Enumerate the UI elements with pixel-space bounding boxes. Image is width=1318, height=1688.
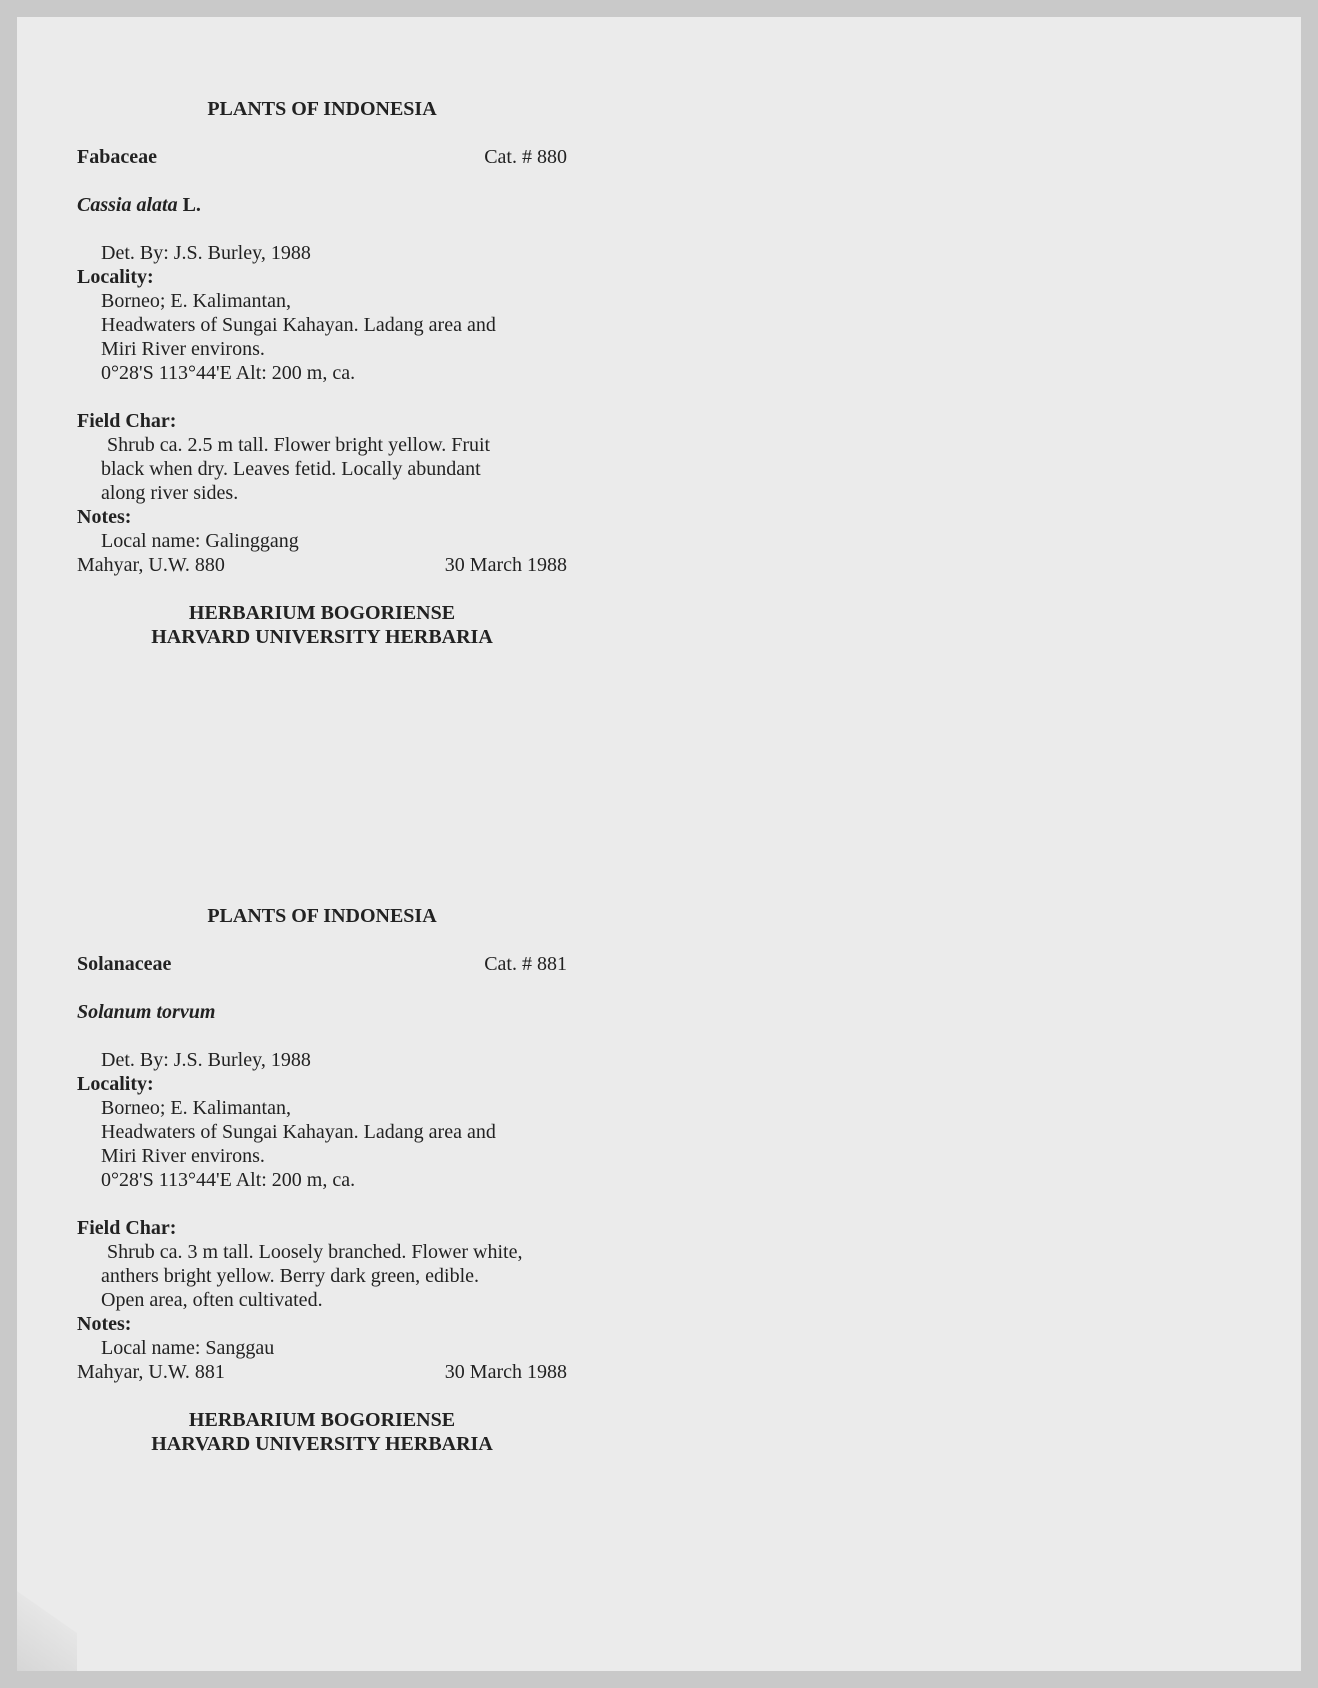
field-char-line: anthers bright yellow. Berry dark green, edible. xyxy=(101,1265,480,1287)
determiner: Det. By: J.S. Burley, 1988 xyxy=(101,1049,311,1071)
field-char-line: black when dry. Leaves fetid. Locally abundant xyxy=(101,458,481,480)
locality-line: Miri River environs. xyxy=(101,338,265,360)
locality-line: Headwaters of Sungai Kahayan. Ladang area and xyxy=(101,1121,496,1143)
locality-line: 0°28'S 113°44'E Alt: 200 m, ca. xyxy=(101,362,356,384)
family-row xyxy=(77,952,567,976)
locality-heading: Locality: xyxy=(77,266,154,288)
species-author: L. xyxy=(182,194,201,216)
herbarium-sheet xyxy=(17,17,1301,1671)
field-char-heading: Field Char: xyxy=(77,1217,177,1239)
family-name: Fabaceae xyxy=(77,146,157,168)
collector: Mahyar, U.W. 881 xyxy=(77,1361,225,1383)
specimen-label-880 xyxy=(77,97,567,649)
locality-line: Borneo; E. Kalimantan, xyxy=(101,290,291,312)
field-char-heading: Field Char: xyxy=(77,410,177,432)
species-row xyxy=(77,193,567,217)
locality-line: Borneo; E. Kalimantan, xyxy=(101,1097,291,1119)
collection-date: 30 March 1988 xyxy=(444,1361,567,1383)
field-char-line: Shrub ca. 2.5 m tall. Flower bright yellow. Fruit xyxy=(107,434,491,456)
field-char-line: Open area, often cultivated. xyxy=(101,1289,323,1311)
notes-heading: Notes: xyxy=(77,506,132,528)
footer-line: HARVARD UNIVERSITY HERBARIA xyxy=(151,1433,493,1455)
label-header: PLANTS OF INDONESIA xyxy=(207,905,437,927)
collector-row xyxy=(77,553,567,577)
collector: Mahyar, U.W. 880 xyxy=(77,554,225,576)
notes-heading: Notes: xyxy=(77,1313,132,1335)
locality-heading: Locality: xyxy=(77,1073,154,1095)
collection-date: 30 March 1988 xyxy=(444,554,567,576)
notes-line: Local name: Sanggau xyxy=(101,1337,275,1359)
field-char-line: Shrub ca. 3 m tall. Loosely branched. Flower white, xyxy=(107,1241,523,1263)
field-char-line: along river sides. xyxy=(101,482,239,504)
species-name: Solanum torvum xyxy=(77,1001,216,1023)
footer-line: HARVARD UNIVERSITY HERBARIA xyxy=(151,626,493,648)
locality-line: Miri River environs. xyxy=(101,1145,265,1167)
footer-line: HERBARIUM BOGORIENSE xyxy=(188,1409,456,1431)
specimen-label-881 xyxy=(77,904,567,1456)
catalog-number: Cat. # 881 xyxy=(484,953,567,975)
label-header: PLANTS OF INDONESIA xyxy=(207,98,437,120)
family-name: Solanaceae xyxy=(77,953,172,975)
locality-line: Headwaters of Sungai Kahayan. Ladang area and xyxy=(101,314,496,336)
paper-corner-fold xyxy=(17,1581,77,1671)
footer-line: HERBARIUM BOGORIENSE xyxy=(188,602,456,624)
species-row xyxy=(77,1000,567,1024)
catalog-number: Cat. # 880 xyxy=(484,146,567,168)
herbarium-footer xyxy=(77,601,567,649)
collector-row xyxy=(77,1360,567,1384)
determiner: Det. By: J.S. Burley, 1988 xyxy=(101,242,311,264)
species-name: Cassia alata xyxy=(77,194,178,216)
herbarium-footer xyxy=(77,1408,567,1456)
locality-line: 0°28'S 113°44'E Alt: 200 m, ca. xyxy=(101,1169,356,1191)
family-row xyxy=(77,145,567,169)
notes-line: Local name: Galinggang xyxy=(101,530,299,552)
